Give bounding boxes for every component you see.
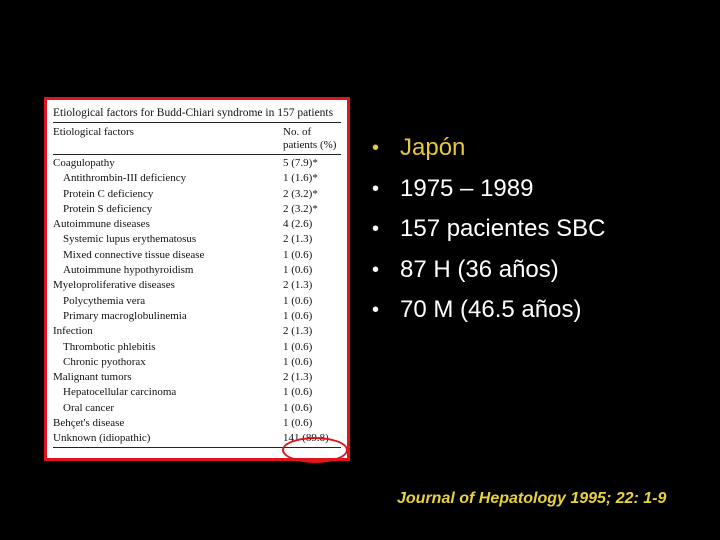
row-value: 2 (1.3) [283,371,313,384]
table-row [53,263,341,278]
row-value: 4 (2.6) [283,218,313,231]
row-label: Autoimmune hypothyroidism [63,264,194,277]
row-label: Protein C deficiency [63,187,154,200]
row-value: 1 (0.6) [283,340,313,353]
row-value: 1 (1.6)* [283,172,318,185]
table-row [53,217,341,232]
row-label: Thrombotic phlebitis [63,340,156,353]
row-label: Systemic lupus erythematosus [63,233,197,246]
citation: Journal of Hepatology 1995; 22: 1-9 [397,490,667,507]
table-row [53,431,341,447]
table-row [53,309,341,324]
table-caption: Etiological factors for Budd-Chiari syndrome in 157 patients [53,106,341,123]
row-label: Mixed connective tissue disease [63,248,205,261]
row-label: Coagulopathy [53,157,115,169]
col-header-patients [283,126,341,152]
table-row [53,156,341,171]
row-label: Behçet's disease [53,417,125,430]
row-label: Autoimmune diseases [53,218,150,231]
bullet-dot-icon: • [372,258,380,281]
table-row [53,278,341,293]
row-label: Malignant tumors [53,371,132,384]
row-value: 1 (0.6) [283,355,313,368]
row-label: Antithrombin-III deficiency [63,172,187,185]
row-value: 1 (0.6) [283,248,313,261]
bullet-dot-icon: • [372,177,380,200]
bullet-dot-icon: • [372,299,380,321]
row-value: 1 (0.6) [283,401,313,414]
table-row [53,232,341,247]
bullet-item [372,128,605,169]
table-row [53,416,341,431]
col-header-patients-line1: No. of [283,126,312,138]
bullet-dot-icon: • [372,218,380,240]
row-value: 1 (0.6) [283,417,313,430]
table-row [53,171,341,186]
row-label: Primary macroglobulinemia [63,309,187,322]
row-value: 2 (1.3) [283,233,313,246]
table-body [53,155,341,448]
table-row [53,355,341,370]
bullet-text: 70 M (46.5 años) [400,296,582,323]
row-label: Oral cancer [63,401,114,414]
row-label: Chronic pyothorax [63,355,146,368]
bullet-text: 87 H (36 años) [400,255,559,283]
bullet-item [372,209,605,250]
etiology-table [44,97,350,461]
row-value: 2 (3.2)* [283,202,318,215]
table-row [53,385,341,400]
table-row [53,401,341,416]
row-label: Unknown (idiopathic) [53,432,151,445]
table-row [53,202,341,217]
row-value: 1 (0.6) [283,386,313,399]
bullet-text: Japón [400,134,466,161]
row-value: 2 (1.3) [283,325,313,338]
bullet-text: 157 pacientes SBC [400,215,606,242]
row-value: 5 (7.9)* [283,157,318,169]
bullet-list [372,128,605,331]
table-header [53,123,341,155]
row-label: Protein S deficiency [63,202,153,215]
row-label: Infection [53,325,93,338]
table-row [53,340,341,355]
row-label: Hepatocellular carcinoma [63,386,177,399]
row-value: 2 (3.2)* [283,187,318,200]
bullet-item [372,290,605,331]
table-row [53,294,341,309]
row-value: 1 (0.6) [283,294,313,307]
bullet-text: 1975 – 1989 [400,174,534,202]
table-row [53,248,341,263]
bullet-item [372,169,605,210]
col-header-factors: Etiological factors [53,126,134,138]
row-label: Myeloproliferative diseases [53,279,175,292]
table-row [53,187,341,202]
bullet-item [372,250,605,291]
row-label: Polycythemia vera [63,294,146,307]
row-value: 2 (1.3) [283,279,313,292]
col-header-patients-line2: patients (%) [283,139,337,151]
table-row [53,324,341,339]
row-value: 1 (0.6) [283,264,313,277]
table-row [53,370,341,385]
bullet-dot-icon: • [372,137,380,159]
row-value: 1 (0.6) [283,309,313,322]
row-value: 141 (89.8) [283,432,329,445]
